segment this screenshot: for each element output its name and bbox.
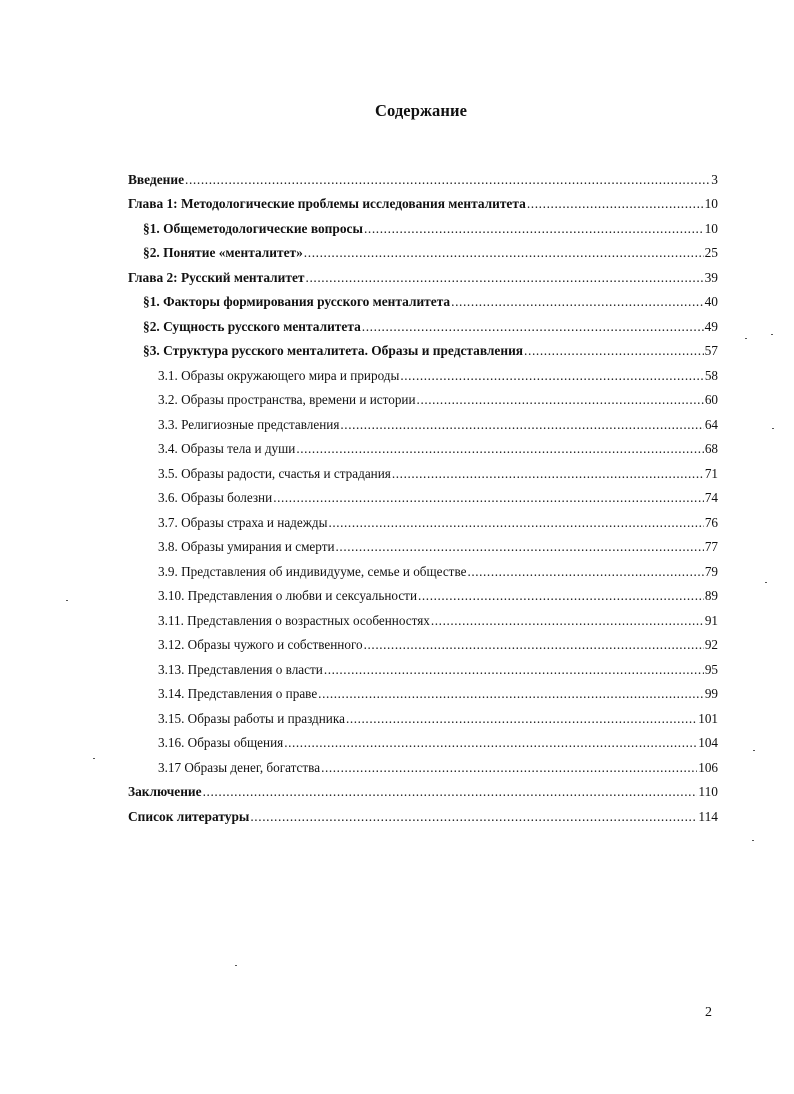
toc-entry-page: 39: [704, 269, 718, 285]
toc-entry-subsection[interactable]: [128, 532, 718, 557]
toc-entry-subsection[interactable]: [128, 728, 718, 753]
toc-entry-page: 58: [704, 367, 718, 383]
page-number: 2: [705, 1005, 712, 1020]
toc-entry-label: §3. Структура русского менталитета. Образы и представления: [143, 343, 524, 358]
scan-speck: [772, 428, 774, 429]
scan-speck: [93, 758, 95, 759]
toc-entry-label: 3.16. Образы общения: [158, 735, 284, 750]
dot-leader: [527, 195, 704, 213]
toc-entry-subsection[interactable]: [128, 360, 718, 385]
dot-leader: [431, 612, 704, 630]
toc-entry-label: §2. Понятие «менталитет»: [143, 245, 303, 260]
toc-entry-label: Заключение: [128, 784, 202, 799]
toc-entry-page: 74: [704, 490, 718, 505]
toc-entry-label: §2. Сущность русского менталитета: [143, 318, 361, 334]
toc-entry-label: 3.5. Образы радости, счастья и страдания: [158, 465, 391, 481]
dot-leader: [250, 808, 697, 826]
toc-entry-subsection[interactable]: [128, 654, 718, 679]
toc-entry-page: 92: [704, 637, 718, 652]
toc-entry-page: 76: [704, 514, 718, 530]
toc-entry-label: 3.1. Образы окружающего мира и природы: [158, 367, 400, 383]
toc-entry-label: 3.14. Представления о праве: [158, 686, 318, 701]
scan-speck: [235, 965, 237, 966]
dot-leader: [328, 514, 703, 532]
dot-leader: [364, 636, 704, 654]
dot-leader: [336, 538, 704, 556]
toc-entry-page: 110: [698, 784, 718, 799]
toc-entry-label: 3.11. Представления о возрастных особенностях: [158, 612, 430, 628]
toc-entry-page: 99: [704, 686, 718, 701]
toc-entry-subsection[interactable]: [128, 630, 718, 655]
toc-entry-label: Глава 1: Методологические проблемы исследования менталитета: [128, 196, 526, 211]
toc-entry-subsection[interactable]: [128, 556, 718, 581]
dot-leader: [284, 734, 697, 752]
toc-entry-page: 57: [704, 343, 718, 358]
toc-entry-page: 10: [704, 220, 718, 236]
dot-leader: [392, 465, 704, 483]
toc-entry-subsection[interactable]: [128, 434, 718, 459]
dot-leader: [304, 244, 704, 262]
toc-entry-page: 40: [704, 294, 718, 309]
toc-entry-label: 3.9. Представления об индивидууме, семье и обществе: [158, 563, 467, 579]
dot-leader: [362, 318, 704, 336]
toc-entry-subsection[interactable]: [128, 703, 718, 728]
toc-entry-page: 77: [704, 539, 718, 554]
dot-leader: [418, 587, 704, 605]
toc-entry-label: 3.3. Религиозные представления: [158, 416, 340, 432]
toc-entry-section[interactable]: [128, 311, 718, 336]
dot-leader: [273, 489, 704, 507]
toc-entry-page: 49: [704, 318, 718, 334]
toc-entry-page: 60: [704, 392, 718, 407]
toc-entry-page: 25: [704, 245, 718, 260]
dot-leader: [467, 563, 703, 581]
toc-entry-section[interactable]: [128, 213, 718, 238]
toc-entry-label: 3.13. Представления о власти: [158, 661, 323, 677]
toc-entry-chapter-1[interactable]: [128, 189, 718, 214]
dot-leader: [185, 171, 710, 189]
toc-entry-page: 68: [704, 441, 718, 456]
toc-entry-label: 3.15. Образы работы и праздника: [158, 710, 345, 726]
toc-entry-subsection[interactable]: [128, 581, 718, 606]
dot-leader: [364, 220, 704, 238]
toc-entry-page: 71: [704, 465, 718, 481]
toc-entry-label: Глава 2: Русский менталитет: [128, 269, 305, 285]
toc-entry-label: 3.10. Представления о любви и сексуальности: [158, 588, 418, 603]
toc-entry-label: §1. Факторы формирования русского менталитета: [143, 294, 451, 309]
toc-entry-subsection[interactable]: [128, 385, 718, 410]
toc-entry-page: 79: [704, 563, 718, 579]
toc-entry-chapter-2[interactable]: [128, 262, 718, 287]
scan-speck: [752, 840, 754, 841]
toc-entry-page: 106: [698, 759, 718, 775]
dot-leader: [296, 440, 703, 458]
toc-entry-section[interactable]: [128, 238, 718, 263]
toc-entry-section[interactable]: [128, 287, 718, 312]
dot-leader: [340, 416, 703, 434]
scan-speck: [66, 600, 68, 601]
toc-entry-label: 3.6. Образы болезни: [158, 490, 273, 505]
dot-leader: [346, 710, 697, 728]
dot-leader: [451, 293, 703, 311]
toc-entry-label: 3.4. Образы тела и души: [158, 441, 296, 456]
dot-leader: [318, 685, 704, 703]
toc-entry-label: 3.8. Образы умирания и смерти: [158, 539, 335, 554]
toc-entry-subsection[interactable]: [128, 409, 718, 434]
page-title: Содержание: [374, 101, 468, 120]
toc-entry-subsection[interactable]: [128, 458, 718, 483]
toc-entry-conclusion[interactable]: [128, 777, 718, 802]
toc-entry-section[interactable]: [128, 336, 718, 361]
scan-speck: [765, 582, 767, 583]
toc-entry-label: Список литературы: [128, 808, 250, 824]
toc-entry-label: 3.7. Образы страха и надежды: [158, 514, 328, 530]
toc-entry-subsection[interactable]: [128, 605, 718, 630]
toc-entry-page: 95: [704, 661, 718, 677]
dot-leader: [306, 269, 704, 287]
dot-leader: [417, 391, 704, 409]
toc-entry-page: 114: [698, 808, 718, 824]
toc-entry-page: 101: [698, 710, 718, 726]
toc-entry-page: 3: [711, 171, 718, 187]
table-of-contents: [128, 164, 718, 826]
toc-entry-page: 64: [704, 416, 718, 432]
dot-leader: [203, 783, 698, 801]
toc-entry-subsection[interactable]: [128, 679, 718, 704]
scan-speck: [771, 334, 773, 335]
toc-entry-bibliography[interactable]: [128, 801, 718, 826]
scan-speck: [753, 750, 755, 751]
scan-speck: [745, 338, 747, 339]
dot-leader: [324, 661, 704, 679]
toc-entry-subsection[interactable]: [128, 483, 718, 508]
toc-entry-page: 91: [704, 612, 718, 628]
toc-entry-page: 10: [704, 196, 718, 211]
dot-leader: [400, 367, 703, 385]
dot-leader: [321, 759, 697, 777]
toc-entry-page: 89: [704, 588, 718, 603]
toc-entry-introduction[interactable]: [128, 164, 718, 189]
toc-entry-subsection[interactable]: [128, 507, 718, 532]
toc-entry-subsection[interactable]: [128, 752, 718, 777]
toc-entry-label: 3.12. Образы чужого и собственного: [158, 637, 363, 652]
dot-leader: [524, 342, 704, 360]
toc-entry-label: Введение: [128, 171, 185, 187]
toc-entry-page: 104: [698, 735, 718, 750]
toc-entry-label: 3.17 Образы денег, богатства: [158, 759, 321, 775]
toc-entry-label: §1. Общеметодологические вопросы: [143, 220, 363, 236]
toc-entry-label: 3.2. Образы пространства, времени и истории: [158, 392, 416, 407]
